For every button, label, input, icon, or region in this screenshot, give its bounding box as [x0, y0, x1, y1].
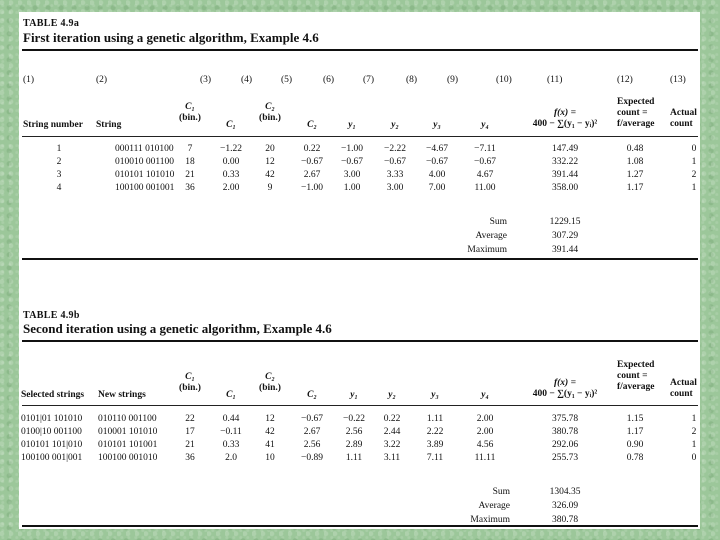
table-b-cell-r4-c3: 36: [185, 453, 195, 463]
header-c2-bin-top: C₂: [265, 102, 275, 112]
table-b-top-rule: [22, 340, 698, 342]
table-a-label: TABLE 4.9a: [23, 18, 80, 29]
table-b-cell-r4-c6: −0.89: [301, 453, 323, 463]
table-a-cell-r2-c5: 12: [265, 157, 275, 167]
table-b-cell-r3-c13: 1: [691, 440, 697, 450]
header-y2: y₂: [391, 120, 399, 130]
header-b-c1-bin-top: C₁: [185, 372, 195, 382]
table-a-cell-r2-c7: −0.67: [341, 157, 363, 167]
table-b-cell-r2-c11: 380.78: [551, 427, 579, 437]
column-number-3: (3): [200, 75, 212, 85]
table-a-cell-r4-c11: 358.00: [551, 183, 579, 193]
header-b-c2-bin: [259, 372, 281, 394]
header-b-expected-line3: f/average: [617, 382, 655, 392]
table-b-cell-r1-c11: 375.78: [551, 414, 579, 424]
header-selected-strings: Selected strings: [21, 390, 85, 400]
table-a-cell-r1-c8: −2.22: [384, 144, 406, 154]
table-a-cell-r4-c9: 7.00: [428, 183, 446, 193]
header-y3: y₃: [433, 120, 441, 130]
table-b-title: Second iteration using a genetic algorithm, Example 4.6: [23, 321, 332, 336]
table-b-cell-r1-c1: 0101|01 101010: [21, 414, 83, 424]
table-b-cell-r2-c1: 0100|10 001100: [21, 427, 82, 437]
column-number-10: (10): [496, 75, 512, 85]
header-b-c2-bin-bottom: (bin.): [259, 383, 281, 393]
table-a-cell-r3-c7: 3.00: [343, 170, 361, 180]
table-b-cell-r1-c12: 1.15: [626, 414, 644, 424]
table-a-summary-value-2: 307.29: [551, 231, 579, 241]
table-b-cell-r2-c13: 2: [691, 427, 697, 437]
table-b-cell-r2-c2: 010001 101010: [98, 427, 158, 437]
table-b-cell-r1-c4: 0.44: [222, 414, 240, 424]
table-a-cell-r1-c2: 000111 010100: [115, 144, 174, 154]
column-number-12: (12): [617, 75, 633, 85]
table-a-cell-r2-c6: −0.67: [301, 157, 323, 167]
header-actual-line1: Actual: [670, 108, 697, 118]
table-b-cell-r4-c12: 0.78: [626, 453, 644, 463]
table-b-summary-value-1: 1304.35: [549, 487, 581, 497]
table-a-cell-r2-c10: −0.67: [474, 157, 496, 167]
header-expected-line3: f/average: [617, 119, 655, 129]
table-b-label: TABLE 4.9b: [23, 310, 80, 321]
table-a-cell-r2-c13: 1: [691, 157, 697, 167]
table-a-cell-r2-c2: 010010 001100: [115, 157, 175, 167]
header-b-y3: y₃: [431, 390, 439, 400]
header-b-y1: y₁: [350, 390, 358, 400]
table-b-cell-r4-c5: 10: [265, 453, 275, 463]
table-a-bottom-rule: [22, 258, 698, 260]
table-b-cell-r1-c3: 22: [185, 414, 195, 424]
header-fx-bottom: 400 − ∑(y₁ − yᵢ)²: [532, 119, 598, 129]
table-a-cell-r3-c2: 010101 101010: [115, 170, 175, 180]
table-b-cell-r3-c3: 21: [185, 440, 195, 450]
header-y1: y₁: [348, 120, 356, 130]
table-b-cell-r1-c5: 12: [265, 414, 275, 424]
table-b-cell-r3-c9: 3.89: [426, 440, 444, 450]
table-b-cell-r4-c4: 2.0: [225, 453, 237, 463]
column-number-5: (5): [281, 75, 293, 85]
table-a-cell-r4-c5: 9: [267, 183, 273, 193]
table-a-cell-r1-c6: 0.22: [303, 144, 321, 154]
table-b-cell-r1-c6: −0.67: [301, 414, 323, 424]
table-a-cell-r4-c8: 3.00: [386, 183, 404, 193]
table-b-summary-value-2: 326.09: [551, 501, 579, 511]
table-b-cell-r3-c6: 2.56: [303, 440, 321, 450]
header-y4: y₄: [481, 120, 489, 130]
column-number-6: (6): [323, 75, 335, 85]
table-a-cell-r2-c12: 1.08: [626, 157, 644, 167]
table-b-cell-r3-c10: 4.56: [476, 440, 494, 450]
header-actual: [670, 108, 697, 130]
table-a-top-rule: [22, 49, 698, 51]
header-c1: C₁: [226, 120, 236, 130]
column-number-4: (4): [241, 75, 253, 85]
table-a-cell-r2-c1: 2: [56, 157, 62, 167]
table-a-cell-r1-c13: 0: [691, 144, 697, 154]
header-b-y2: y₂: [388, 390, 396, 400]
table-b-cell-r2-c6: 2.67: [303, 427, 321, 437]
table-b-cell-r4-c7: 1.11: [345, 453, 363, 463]
header-string-number: String number: [23, 120, 83, 130]
table-a-cell-r3-c10: 4.67: [476, 170, 494, 180]
table-a-summary-value-3: 391.44: [551, 245, 579, 255]
header-b-expected-line2: count =: [617, 371, 648, 381]
table-a-summary-label-3: Maximum: [467, 245, 507, 255]
slide: [19, 12, 700, 529]
table-a-cell-r1-c4: −1.22: [220, 144, 242, 154]
header-b-expected: [617, 360, 654, 393]
table-a-cell-r1-c12: 0.48: [626, 144, 644, 154]
table-b-header-rule: [22, 405, 698, 406]
column-number-9: (9): [447, 75, 459, 85]
table-a-cell-r1-c7: −1.00: [341, 144, 363, 154]
header-b-c1: C₁: [226, 390, 236, 400]
header-expected: [617, 97, 654, 130]
table-b-cell-r3-c2: 010101 101001: [98, 440, 158, 450]
header-b-y4: y₄: [481, 390, 489, 400]
header-b-fx: [533, 378, 598, 400]
header-c1-bin: [179, 102, 201, 124]
table-a: [19, 12, 700, 262]
table-a-cell-r1-c11: 147.49: [551, 144, 579, 154]
header-b-c1-bin-bottom: (bin.): [179, 383, 201, 393]
header-b-actual: [670, 378, 697, 400]
table-b-cell-r2-c10: 2.00: [476, 427, 494, 437]
table-b-cell-r4-c10: 11.11: [474, 453, 496, 463]
table-a-cell-r3-c1: 3: [56, 170, 62, 180]
table-b-summary-label-2: Average: [478, 501, 510, 511]
table-b-summary-value-3: 380.78: [551, 515, 579, 525]
header-expected-line2: count =: [617, 108, 648, 118]
table-a-cell-r3-c11: 391.44: [551, 170, 579, 180]
header-fx: [533, 108, 598, 130]
table-b-cell-r2-c9: 2.22: [426, 427, 444, 437]
table-b-bottom-rule: [22, 525, 698, 527]
table-b-cell-r3-c1: 010101 101|010: [21, 440, 83, 450]
table-b-cell-r4-c11: 255.73: [551, 453, 579, 463]
table-a-cell-r3-c4: 0.33: [222, 170, 240, 180]
table-b-cell-r4-c8: 3.11: [383, 453, 401, 463]
table-a-cell-r4-c4: 2.00: [222, 183, 240, 193]
header-b-fx-top: f(x) =: [553, 378, 577, 388]
table-a-cell-r2-c11: 332.22: [551, 157, 579, 167]
table-a-summary-label-1: Sum: [489, 217, 507, 227]
table-b-cell-r2-c8: 2.44: [383, 427, 401, 437]
header-actual-line2: count: [670, 119, 693, 129]
header-b-actual-line2: count: [670, 389, 693, 399]
table-a-cell-r3-c9: 4.00: [428, 170, 446, 180]
table-a-cell-r2-c9: −0.67: [426, 157, 448, 167]
table-a-cell-r3-c6: 2.67: [303, 170, 321, 180]
table-a-cell-r4-c12: 1.17: [626, 183, 644, 193]
table-a-cell-r1-c9: −4.67: [426, 144, 448, 154]
table-b-cell-r4-c2: 100100 001010: [98, 453, 158, 463]
table-b-cell-r4-c9: 7.11: [426, 453, 444, 463]
column-number-11: (11): [547, 75, 563, 85]
header-c1-bin-top: C₁: [185, 102, 195, 112]
table-b-cell-r3-c8: 3.22: [383, 440, 401, 450]
table-a-cell-r4-c2: 100100 001001: [115, 183, 175, 193]
header-fx-top: f(x) =: [553, 108, 577, 118]
table-b-cell-r4-c13: 0: [691, 453, 697, 463]
table-a-cell-r1-c3: 7: [187, 144, 193, 154]
table-b-cell-r2-c7: 2.56: [345, 427, 363, 437]
table-a-cell-r1-c10: −7.11: [474, 144, 496, 154]
column-number-7: (7): [363, 75, 375, 85]
table-a-cell-r1-c5: 20: [265, 144, 275, 154]
table-a-cell-r4-c6: −1.00: [301, 183, 323, 193]
header-b-c2-bin-top: C₂: [265, 372, 275, 382]
header-c2-bin: [259, 102, 281, 124]
header-c2-bin-bottom: (bin.): [259, 113, 281, 123]
header-b-fx-bottom: 400 − ∑(y₁ − yᵢ)²: [532, 389, 598, 399]
table-a-title: First iteration using a genetic algorithm, Example 4.6: [23, 30, 319, 45]
table-b-cell-r2-c5: 42: [265, 427, 275, 437]
header-b-c2: C₂: [307, 390, 317, 400]
table-b-summary-label-1: Sum: [492, 487, 510, 497]
table-b: [19, 300, 700, 529]
header-c1-bin-bottom: (bin.): [179, 113, 201, 123]
table-a-cell-r3-c3: 21: [185, 170, 195, 180]
header-c2: C₂: [307, 120, 317, 130]
table-b-cell-r1-c10: 2.00: [476, 414, 494, 424]
table-a-cell-r2-c4: 0.00: [222, 157, 240, 167]
table-a-cell-r4-c10: 11.00: [474, 183, 496, 193]
table-b-cell-r3-c7: 2.89: [345, 440, 363, 450]
header-b-expected-line1: Expected: [617, 360, 655, 370]
column-number-8: (8): [406, 75, 418, 85]
table-a-cell-r4-c13: 1: [691, 183, 697, 193]
table-b-cell-r1-c8: 0.22: [383, 414, 401, 424]
table-a-cell-r4-c7: 1.00: [343, 183, 361, 193]
table-b-cell-r1-c13: 1: [691, 414, 697, 424]
table-a-cell-r1-c1: 1: [56, 144, 62, 154]
table-a-cell-r4-c1: 4: [56, 183, 62, 193]
table-a-summary-value-1: 1229.15: [549, 217, 581, 227]
column-number-13: (13): [670, 75, 686, 85]
header-b-actual-line1: Actual: [670, 378, 697, 388]
table-b-cell-r4-c1: 100100 001|001: [21, 453, 83, 463]
header-expected-line1: Expected: [617, 97, 655, 107]
table-b-summary-label-3: Maximum: [470, 515, 510, 525]
table-b-cell-r3-c12: 0.90: [626, 440, 644, 450]
header-b-c1-bin: [179, 372, 201, 394]
table-a-cell-r3-c13: 2: [691, 170, 697, 180]
header-string: String: [96, 120, 122, 130]
table-a-cell-r2-c3: 18: [185, 157, 195, 167]
table-b-cell-r2-c3: 17: [185, 427, 195, 437]
table-b-cell-r3-c5: 41: [265, 440, 275, 450]
table-b-cell-r3-c4: 0.33: [222, 440, 240, 450]
table-b-cell-r1-c9: 1.11: [426, 414, 444, 424]
table-a-summary-label-2: Average: [475, 231, 507, 241]
column-number-1: (1): [23, 75, 35, 85]
table-a-cell-r3-c8: 3.33: [386, 170, 404, 180]
table-a-cell-r3-c5: 42: [265, 170, 275, 180]
header-new-strings: New strings: [98, 390, 146, 400]
table-b-cell-r2-c12: 1.17: [626, 427, 644, 437]
table-b-cell-r3-c11: 292.06: [551, 440, 579, 450]
table-b-cell-r1-c2: 010110 001100: [98, 414, 157, 424]
table-a-header-rule: [22, 136, 698, 137]
table-b-cell-r2-c4: −0.11: [220, 427, 242, 437]
table-a-cell-r4-c3: 36: [185, 183, 195, 193]
table-b-cell-r1-c7: −0.22: [343, 414, 365, 424]
column-number-2: (2): [96, 75, 108, 85]
table-a-cell-r3-c12: 1.27: [626, 170, 644, 180]
table-a-cell-r2-c8: −0.67: [384, 157, 406, 167]
